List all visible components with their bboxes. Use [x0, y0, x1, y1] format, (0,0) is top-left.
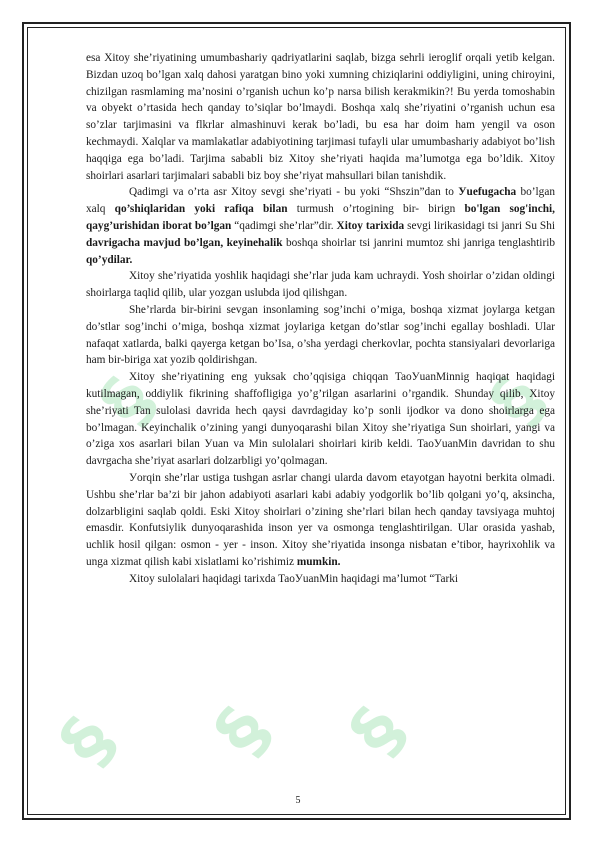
watermark-mark: § [473, 363, 562, 439]
watermark-mark: § [43, 703, 132, 779]
text-run: sevgi lirikasidagi tsi janri Su Shi [404, 219, 556, 232]
bold-text-run: davrigacha mavjud bo’lgan, keyinehalik [86, 236, 283, 249]
document-body [83, 50, 556, 588]
paragraph [86, 50, 555, 184]
text-run: bo’lgan xalq [86, 186, 555, 216]
text-run: Уorqin she’rlar ustiga tushgan asrlar changi ularda davom etayotgan hayotni berkita olmadi. Ushbu she’rlar ba’zi bir jahon adabiyoti asarlari kabi adabiy yodgorlik bo’lib qolgani yo’q, aksincha, dolzarbligini saqlab qoldi. Eski Xitoy shoirlari o’zining she’rlari bilan hech qanday tavsiyaga muhtoj emasdir. Konfutsiylik dunyoqarashida inson yer va osmonga tenglashtirilgan. Ular orasida yashab, uchlik hosil qilgan: osmon - yer - inson. Xitoy she’riyatida insonga nisbatan e’tibor, hayrixohlik va unga xizmat qilish kabi xislatlami ko’rishimiz [86, 471, 555, 568]
watermark-mark: § [83, 363, 172, 439]
bold-text-run: Xitoy tarixida [336, 219, 405, 232]
text-run: Xitoy she’riyatining eng yuksak cho’qqisiga chiqqan TaoУuanMinnig haqiqat haqidagi kutilmagan, oddiylik fikrining shaffofligiga yo’g’rilgan asarlarini o’rgandik. Shunday qilib, Xitoy she’riyati Tan sulolasi davrida hech qaysi davrdagiday ko’p sonli ijodkor va dono shoirlarga ega bo’lmagan. Keyinchalik o’zining yangi dunyoqarashi bilan Xitoy she’riyatiga Sun shoirlari, yangi va o’ziga xos asarlari bilan Уuan va Min sulolalari shoirlari kirib keldi. TaoУuanMin davridan to shu davrgacha she’riyat asarlari dolzarbligi yo’qolmagan. [86, 371, 555, 468]
text-run: esa Xitoy she’riyatining umumbashariy qadriyatlarini saqlab, bizga sehrli ieroglif orqali yetib kelgan. Bizdan uzoq bo’lgan xalq dahosi yaratgan bino yoki xumning chiziqlarini oddiyligini, uning chiroyini, chizilgan rasmlaming ma’nosini o’rganish uchun ko’p narsa bilish kerakmikin?! Bu yerda tomoshabin va obyekt o’rtasida hech qanday to’siqlar bo’lmaydi. Boshqa xalq she’riyatini o’rganish uchun esa so’zlar tarjimasini va flkrlar almashinuvi kerak bo’ladi, bu esa har doim ham yengil va oson kechmaydi. Xalqlar va mamlakatlar adabiyotining tarjimasi tufayli ular umumbashariy adabiyot bo’lish haqqiga ega bo’ladi. Tarjima sababli biz Xitoy she’riyati haqida ma’lumotga ega bo’ldik. Xitoy shoirlari asarlari tarjimalari sababli biz boy she’riyat mahsullari bilan tanishdik. [86, 52, 555, 182]
watermark-mark: § [198, 693, 287, 769]
bold-text-run: qo’ydilar. [86, 253, 133, 266]
text-run: boshqa shoirlar tsi janrini mumtoz shi janriga tenglashtirib [282, 236, 555, 249]
paragraph [86, 268, 555, 302]
page-number: 5 [295, 795, 301, 806]
text-run: Xitoy she’riyatida yoshlik haqidagi she’rlar juda kam uchraydi. Yosh shoirlar o’zidan oldingi shoirlarga taqlid qilib, ular yozgan uslubda ijod qilishgan. [86, 270, 555, 300]
paragraph [86, 470, 555, 571]
text-run: Xitoy sulolalari haqidagi tarixda TaoУuanMin haqidagi ma’lumot “Tarki [129, 572, 459, 585]
watermark-mark: § [333, 693, 422, 769]
bold-text-run: qo’shiqlaridan yoki rafiqa bilan [114, 203, 288, 216]
text-run: She’rlarda bir-birini sevgan insonlaming sog’inchi o’miga, boshqa xizmat joylarga ketgan do’stlar sog’inchi o’miga, boshqa xizmat joylariga ketgan do’stlar sog’inchi egallay boshladi. Ular nafaqat xatlarda, balki qayerga ketgan bo’Isa, o’sha yerdagi cherkovlar, pochta stansiyalari devorlariga ham bir-biriga xat yozib qoldirishgan. [86, 303, 555, 367]
bold-text-run: Уuefugacha [458, 186, 517, 199]
text-run: Qadimgi va o’rta asr Xitoy sevgi she’riyati - bu yoki “Shszin”dan to [129, 186, 459, 199]
paragraph [86, 571, 555, 588]
text-run: “qadimgi she’rlar”dir. [231, 219, 337, 232]
bold-text-run: mumkin. [296, 555, 341, 568]
paragraph [86, 184, 555, 268]
text-run: turmush o’rtogining bir- birign [287, 203, 465, 216]
bold-text-run: bo'lgan sog'inchi, qayg’urishidan iborat bo’lgan [86, 203, 555, 232]
paragraph [86, 369, 555, 470]
paragraph [86, 302, 555, 369]
